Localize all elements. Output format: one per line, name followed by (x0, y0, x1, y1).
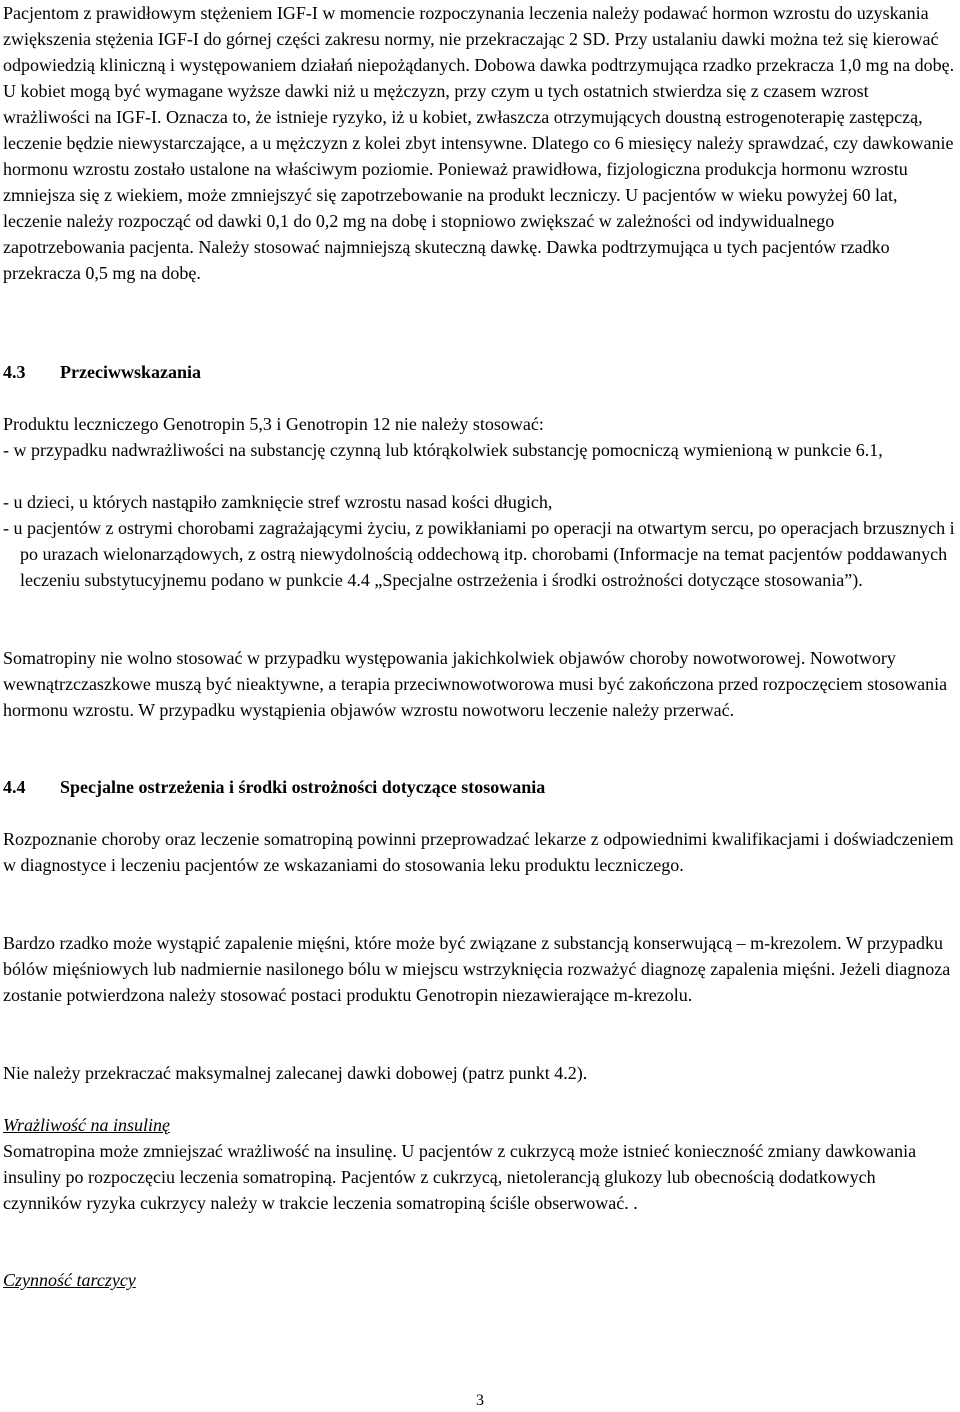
section-title: Przeciwwskazania (60, 362, 201, 382)
section-title: Specjalne ostrzeżenia i środki ostrożności dotyczące stosowania (60, 777, 546, 797)
list-item: - w przypadku nadwrażliwości na substancję czynną lub którąkolwiek substancję pomocniczą wymienioną w punkcie 6.1, (3, 440, 883, 460)
section-number: 4.3 (3, 362, 26, 382)
paragraph-diagnosis: Rozpoznanie choroby oraz leczenie somatropiną powinni przeprowadzać lekarze z odpowiednimi kwalifikacjami i doświadczeniem w diagnostyce i leczeniu pacjentów ze wskazaniami do stosowania leku produktu leczniczego. (3, 829, 954, 875)
paragraph-neoplasm: Somatropiny nie wolno stosować w przypadku występowania jakichkolwiek objawów choroby nowotworowej. Nowotwory wewnątrzczaszkowe muszą być nieaktywne, a terapia przeciwnowotworowa musi być zakończona przed rozpoczęciem stosowania hormonu wzrostu. W przypadku wystąpienia objawów wzrostu nowotworu leczenie należy przerwać. (3, 648, 948, 720)
page-number: 3 (476, 1392, 484, 1409)
list-item: - u dzieci, u których nastąpiło zamknięcie stref wzrostu nasad kości długich, (3, 492, 553, 512)
paragraph-insulin: Somatropina może zmniejszać wrażliwość na insulinę. U pacjentów z cukrzycą może istnieć konieczność zmiany dawkowania insuliny po rozpoczęciu leczenia somatropiną. Pacjentów z cukrzycą, nietolerancją glukozy lub obecnością dodatkowych czynników ryzyka cukrzycy należy w trakcie leczenia somatropiną ściśle obserwować. . (3, 1141, 917, 1213)
paragraph-myositis: Bardzo rzadko może wystąpić zapalenie mięśni, które może być związane z substancją konserwującą – m-krezolem. W przypadku bólów mięśniowych lub nadmiernie nasilonego bólu w miejscu wstrzyknięcia rozważyć diagnozę zapalenia mięśni. Jeżeli diagnoza zostanie potwierdzona należy stosować postaci produktu Genotropin niezawierające m-krezolu. (3, 933, 951, 1005)
section-number: 4.4 (3, 777, 26, 797)
subheading-insulin-sensitivity: Wrażliwość na insulinę (3, 1115, 171, 1135)
paragraph-max-dose: Nie należy przekraczać maksymalnej zalecanej dawki dobowej (patrz punkt 4.2). (3, 1063, 588, 1083)
section-heading-4-3 (3, 359, 956, 385)
paragraph-contraindications-intro: Produktu leczniczego Genotropin 5,3 i Genotropin 12 nie należy stosować: (3, 414, 544, 434)
paragraph-dosing: Pacjentom z prawidłowym stężeniem IGF-I w momencie rozpoczynania leczenia należy podawać hormon wzrostu do uzyskania zwiększenia stężenia IGF-I do górnej części zakresu normy, nie przekraczając 2 SD. Przy ustalaniu dawki można też się kierować odpowiedzią kliniczną i występowaniem działań niepożądanych. Dobowa dawka podtrzymująca rzadko przekracza 1,0 mg na dobę. U kobiet mogą być wymagane wyższe dawki niż u mężczyzn, przy czym u tych ostatnich stwierdza się z czasem wzrost wrażliwości na IGF-I. Oznacza to, że istnieje ryzyko, iż u kobiet, zwłaszcza otrzymujących doustną estrogenoterapię zastępczą, leczenie będzie niewystarczające, a u mężczyzn z kolei zbyt intensywne. Dlatego co 6 miesięcy należy sprawdzać, czy dawkowanie hormonu wzrostu zostało ustalone na właściwym poziomie. Ponieważ prawidłowa, fizjologiczna produkcja hormonu wzrostu zmniejsza się z wiekiem, może zmniejszyć się zapotrzebowanie na produkt leczniczy. U pacjentów w wieku powyżej 60 lat, leczenie należy rozpocząć od dawki 0,1 do 0,2 mg na dobę i stopniowo zwiększać w zależności od indywidualnego zapotrzebowania pacjenta. Należy stosować najmniejszą skuteczną dawkę. Dawka podtrzymująca u tych pacjentów rzadko przekracza 0,5 mg na dobę. (3, 3, 955, 283)
list-item: - u pacjentów z ostrymi chorobami zagrażającymi życiu, z powikłaniami po operacji na otwartym sercu, po operacjach brzusznych i po urazach wielonarządowych, z ostrą niewydolnością oddechową itp. chorobami (Informacje na temat pacjentów poddawanych leczeniu substytucyjnemu podano w punkcie 4.4 „Specjalne ostrzeżenia i środki ostrożności dotyczące stosowania”). (3, 518, 955, 590)
subheading-thyroid-function: Czynność tarczycy (3, 1270, 136, 1290)
section-heading-4-4 (3, 774, 956, 800)
